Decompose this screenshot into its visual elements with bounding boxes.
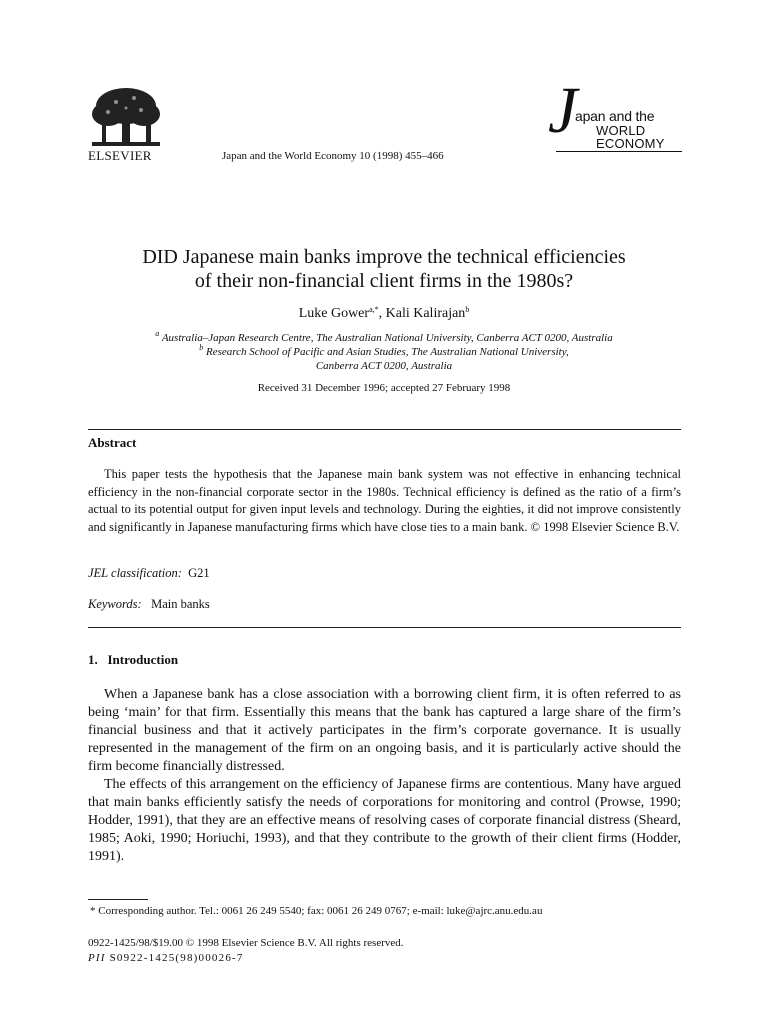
author-marker: b <box>465 305 470 314</box>
received-dates: Received 31 December 1996; accepted 27 February 1998 <box>257 382 511 394</box>
jel-label: JEL classification: <box>88 566 182 580</box>
affiliation-b-line2: Canberra ACT 0200, Australia <box>315 360 453 372</box>
affiliation-marker: a <box>155 329 160 338</box>
intro-paragraph-2: The effects of this arrangement on the efficiency of Japanese firms are contentious. Many have argued that main banks efficiently satisfy the needs of corporations for monitoring and control (Prowse, 1990; Hodder, 1991), that they are an effective means of resolving cases of corporate financial distress (Sheard, 1985; Aoki, 1990; Horiuchi, 1993), and that they contribute to the growth of their client firms (Hodder, 1991). <box>88 777 681 864</box>
author-separator: , <box>378 306 386 321</box>
footnote-rule <box>88 899 148 900</box>
pii-value: S0922-1425(98)00026-7 <box>109 952 244 964</box>
affiliation-b: $^b$ Research School of Pacific and Asian Studies, The Australian National University, <box>199 343 569 358</box>
intro-paragraph-1: When a Japanese bank has a close association with a borrowing client firm, it is often referred to as being ‘main’ for that firm. Essentially this means that the bank has captured a large share of the firm’s financial business and that it actively participates in the firm’s corporate governance. It is usually represented in the management of the firm on an ongoing basis, and it is particularly active should the firm become financially distressed. <box>88 687 681 774</box>
journal-logo-line3: ECONOMY <box>596 136 665 151</box>
journal-logo-rule <box>556 151 682 152</box>
author-list <box>0 306 768 322</box>
journal-logo-initial: J <box>548 74 578 147</box>
affiliation-marker: b <box>199 343 204 352</box>
abstract-heading: Abstract <box>88 435 137 450</box>
article-title-line2: of their non-financial client firms in the 1980s? <box>194 270 574 292</box>
author-name: Kali Kalirajan <box>385 306 466 321</box>
affiliation-a: $^a$ Australia–Japan Research Centre, The Australian National University, Canberra ACT 0200, Australia <box>155 329 613 344</box>
author-name: Luke Gower <box>298 306 370 321</box>
author-marker: a,* <box>369 305 379 314</box>
journal-logo-line2: WORLD <box>596 123 646 138</box>
keywords-value: Main banks <box>151 597 210 611</box>
footnote: * Corresponding author. Tel.: 0061 26 249 5540; fax: 0061 26 249 0767; e-mail: luke@ajrc.anu.edu.au <box>90 905 543 917</box>
abstract-body: This paper tests the hypothesis that the Japanese main bank system was not effective in enhancing technical efficiency in the non-financial corporate sector in the 1980s. Technical efficiency is defined as the ratio of a firm’s actual to its potential output for given input levels and technology. During the eighties, it did not improve consistently and significantly in Japanese manufacturing firms which have close ties to a main bank. © 1998 Elsevier Science B.V. <box>88 467 681 534</box>
publisher-name: ELSEVIER <box>88 148 152 163</box>
pii-label: PII <box>88 952 106 964</box>
keywords <box>88 597 210 612</box>
jel-value: G21 <box>188 566 210 580</box>
jel-classification <box>88 566 210 581</box>
abstract-top-rule <box>88 429 681 430</box>
pii-line <box>88 952 244 964</box>
article-title-line1: DID Japanese main banks improve the technical efficiencies <box>142 246 626 268</box>
keywords-label: Keywords: <box>88 597 142 611</box>
copyright-line: 0922-1425/98/$19.00 © 1998 Elsevier Science B.V. All rights reserved. <box>88 937 404 949</box>
journal-logo-line1: apan and the <box>575 108 655 124</box>
abstract-bottom-rule <box>88 627 681 628</box>
journal-citation: Japan and the World Economy 10 (1998) 455–466 <box>222 150 444 162</box>
section-heading: 1. Introduction <box>88 652 179 667</box>
